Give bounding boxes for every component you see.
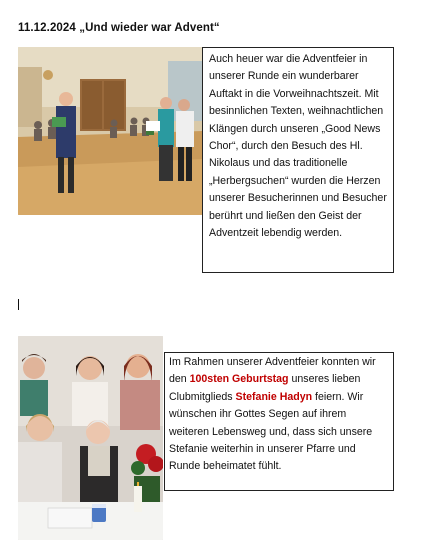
advent-celebration-image — [18, 47, 202, 215]
advent-description: Auch heuer war die Adventfeier in unserer Runde ein wunderbarer Auftakt in die Vorweihnachtszeit. Mit besinnlichen Texten, weihnachtlichen Klängen durch unseren „Good News Chor“, durch den Besuch des Hl. Nikolaus und das traditionelle „Herbergsuchen“ wurden die Herzen unserer Besucherinnen und Besucher berührt und ließen den Geist der Adventzeit lebendig werden. — [209, 53, 387, 240]
birthday-text-part3: feiern. Wir wünschen ihr Gottes Segen auf ihrem weiteren Lebensweg und, dass sich unsere Stefanie weiterhin in unserer Pfarre und Runde beheimatet fühlt. — [169, 390, 373, 473]
member-name-highlight: Stefanie Hadyn — [235, 390, 313, 403]
text-cursor — [18, 299, 19, 310]
birthday-text-part2: unseres lieben Clubmitglieds — [169, 373, 361, 403]
birthday-text-box — [164, 352, 394, 491]
advent-text-box — [202, 47, 394, 273]
birthday-highlight: 100sten Geburtstag — [189, 373, 289, 386]
birthday-group-image — [18, 336, 163, 540]
birthday-group-photo — [18, 336, 163, 540]
article-heading: 11.12.2024 „Und wieder war Advent“ — [18, 22, 220, 34]
birthday-text-part1: Im Rahmen unserer Adventfeier konnten wir den — [169, 356, 376, 386]
advent-celebration-photo — [18, 47, 202, 215]
